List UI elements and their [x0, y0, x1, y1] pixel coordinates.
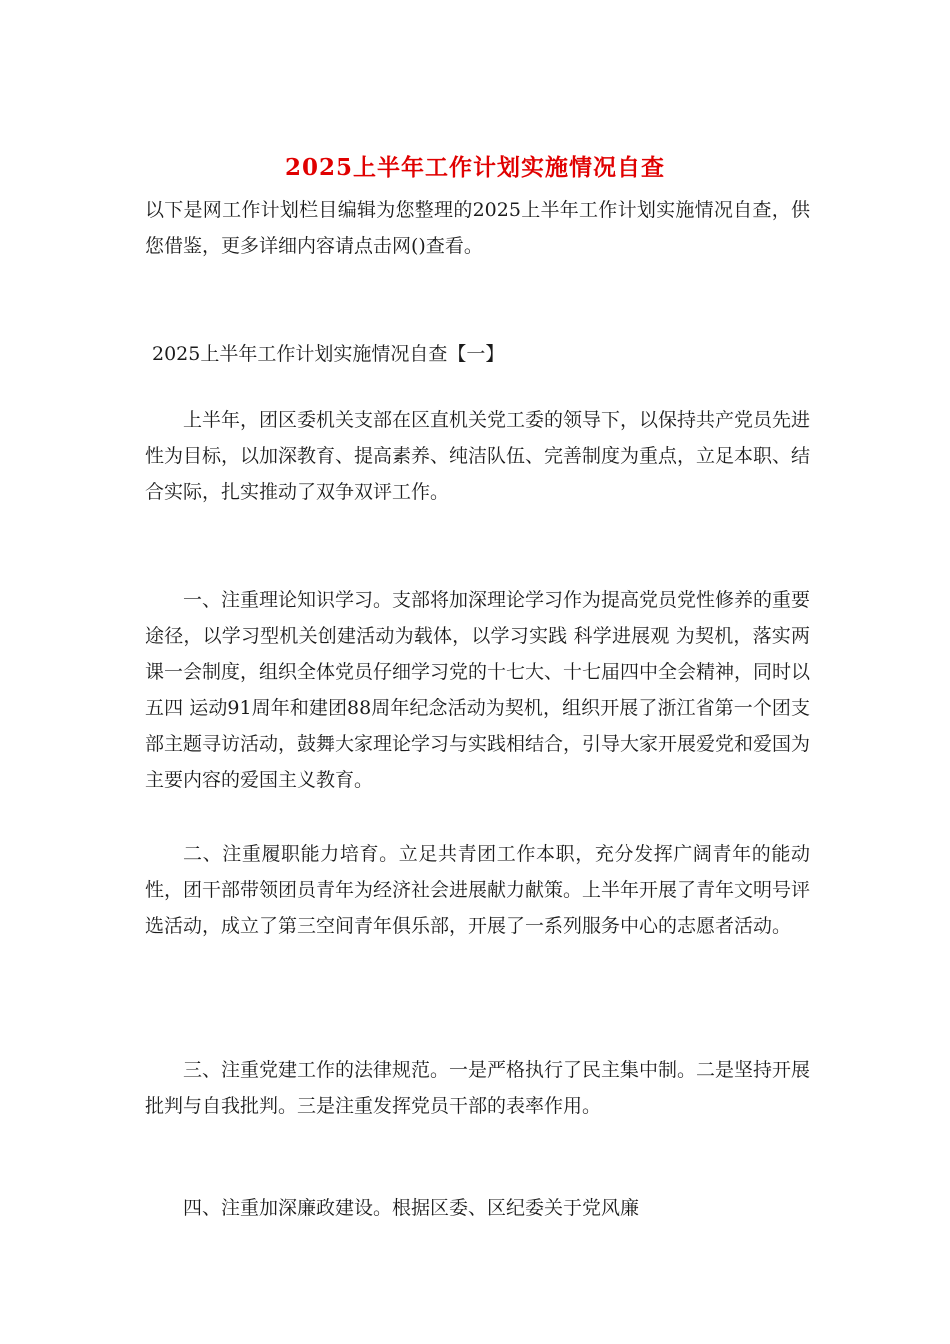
- body-paragraph: 二、注重履职能力培育。立足共青团工作本职，充分发挥广阔青年的能动性，团干部带领团员青年为经济社会进展献力献策。上半年开展了青年文明号评选活动，成立了第三空间青年俱乐部，开展了一系列服务中心的志愿者活动。: [145, 843, 811, 937]
- body-paragraph: 三、注重党建工作的法律规范。一是严格执行了民主集中制。二是坚持开展批判与自我批判。三是注重发挥党员干部的表率作用。: [145, 1059, 811, 1117]
- body-paragraph: 一、注重理论知识学习。支部将加深理论学习作为提高党员党性修养的重要途径，以学习型机关创建活动为载体，以学习实践 科学进展观 为契机，落实两课一会制度，组织全体党员仔细学习党的十七大、十七届四中全会精神，同时以 五四 运动91周年和建团88周年纪念活动为契机，组织开展了浙江省第一个团支部主题寻访活动，鼓舞大家理论学习与实践相结合，引导大家开展爱党和爱国为主要内容的爱国主义教育。: [145, 589, 811, 791]
- section-heading: 2025上半年工作计划实施情况自查【一】: [152, 343, 505, 365]
- document-title: 2025上半年工作计划实施情况自查: [284, 154, 665, 181]
- body-paragraph: 四、注重加深廉政建设。根据区委、区纪委关于党风廉: [183, 1197, 640, 1219]
- body-paragraph: 上半年，团区委机关支部在区直机关党工委的领导下，以保持共产党员先进性为目标，以加深教育、提高素养、纯洁队伍、完善制度为重点，立足本职、结合实际，扎实推动了双争双评工作。: [145, 409, 811, 503]
- intro-paragraph: 以下是网工作计划栏目编辑为您整理的2025上半年工作计划实施情况自查，供您借鉴，更多详细内容请点击网()查看。: [145, 199, 810, 257]
